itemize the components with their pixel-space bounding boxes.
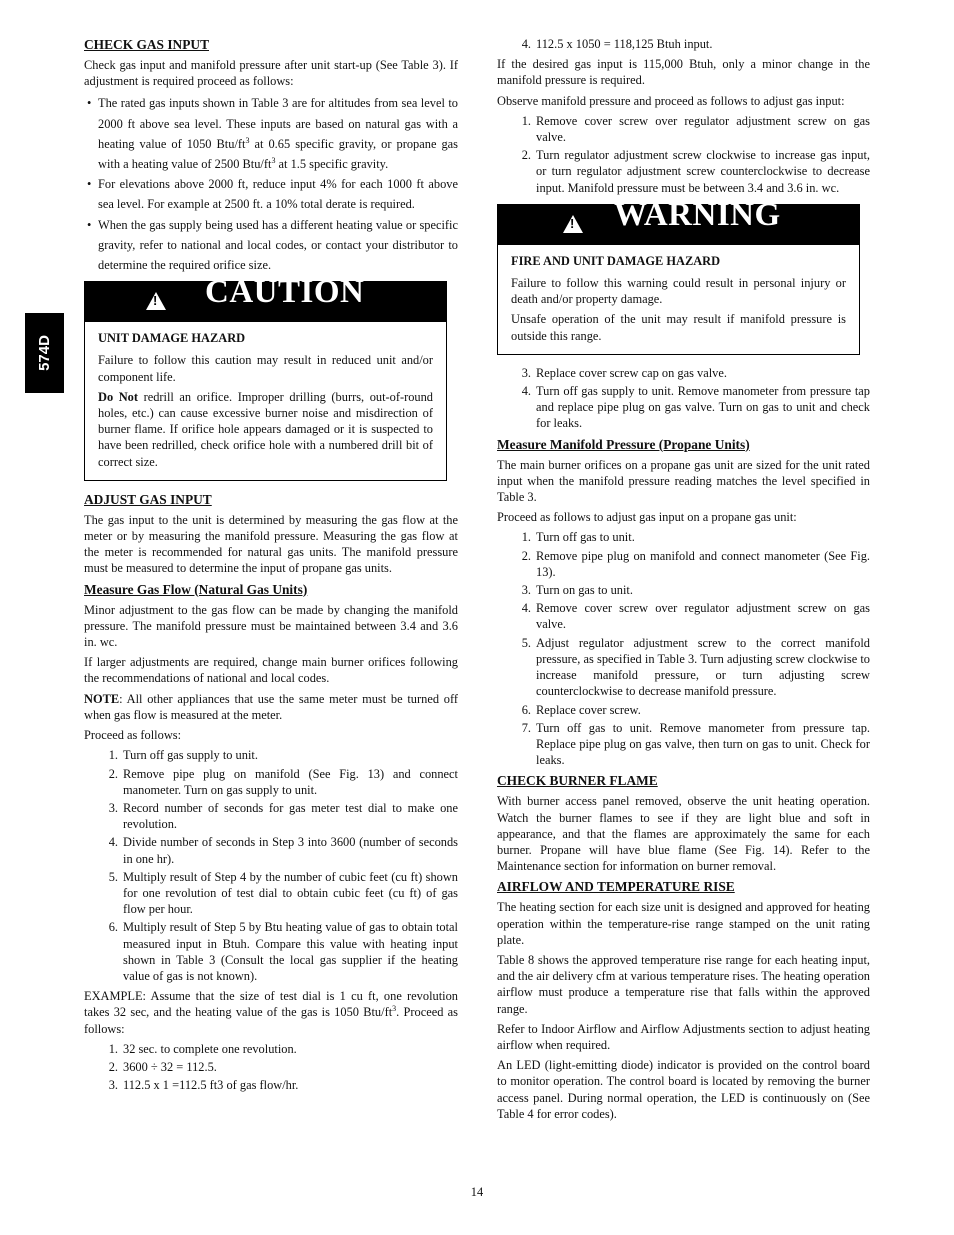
step-number: 2. (108, 1059, 118, 1074)
step-text: Remove cover screw over regulator adjustment screw on gas valve. (536, 113, 870, 145)
step-text: Record number of seconds for gas meter test dial to make one revolution. (123, 800, 458, 832)
step-text: Replace cover screw. (536, 702, 641, 717)
warning-box (497, 196, 860, 355)
step-number: 4. (108, 835, 118, 850)
measure-gas-flow-proceed: Proceed as follows: (84, 728, 182, 743)
step-number: 2. (521, 148, 531, 163)
list-item (84, 747, 458, 763)
propane-p1: The main burner orifices on a propane gas unit are sized for the unit rated input when the manifold pressure reading matches the level specified in Table 3. (497, 457, 870, 505)
list-item (497, 635, 870, 700)
list-item (84, 1077, 458, 1093)
step-number: 1. (521, 113, 531, 128)
step-number: 5. (108, 869, 118, 884)
check-gas-input-bullets (84, 93, 458, 275)
step-number: 3. (108, 800, 118, 815)
bullet-elevation: • For elevations above 2000 ft, reduce input 4% for each 1000 ft above sea level. For example at 2500 ft. a 10% total derate is required. (84, 174, 458, 214)
step-number: 1. (108, 748, 118, 763)
list-item (497, 548, 870, 580)
list-item (497, 582, 870, 598)
bullet-rated-inputs: • The rated gas inputs shown in Table 3 are for altitudes from sea level to 2000 ft above sea level. These inputs are based on natural gas with a heating value of 1050 Btu/$ft^3$ at 0.65 specific gravity, or propane gas with a heating value of 2500 Btu/$ft^3$ at 1.5 specific gravity. (84, 93, 458, 174)
step-text: Remove cover screw over regulator adjustment screw on gas valve. (536, 601, 870, 632)
airflow-p3: Refer to Indoor Airflow and Airflow Adjustments section to adjust heating airflow when required. (497, 1021, 870, 1052)
step-text: Turn off gas to unit. Remove manometer from pressure tap. Replace pipe plug on gas valve, then turn on gas to unit. Check for leaks. (536, 720, 870, 768)
propane-heading: Measure Manifold Pressure (Propane Units) (497, 436, 750, 452)
warning-banner (498, 196, 859, 245)
step-text: 32 sec. to complete one revolution. (123, 1041, 297, 1056)
warning-p1: Failure to follow this warning could result in personal injury or death and/or property damage. (511, 276, 846, 307)
step-number: 7. (521, 720, 531, 735)
step-text: Adjust regulator adjustment screw to the correct manifold pressure, as specified in Table 3. Turn adjusting screw clockwise to increase manifold pressure, or turn adjusting screw counterclockwise to decrease manifold pressure. (536, 635, 870, 699)
list-item (497, 720, 870, 769)
list-item: 4. 112.5 x 1050 = 118,125 Btuh input. (521, 37, 713, 51)
step-text: Replace cover screw cap on gas valve. (536, 365, 727, 380)
adjust-gas-input-heading: ADJUST GAS INPUT (84, 491, 212, 507)
measure-gas-flow-p2: If larger adjustments are required, change main burner orifices following the recommendations of national and local codes. (84, 655, 458, 686)
list-item (497, 147, 870, 196)
burner-flame-p1: With burner access panel removed, observe the unit heating operation. Watch the burner flames to see if they are light blue and soft in appearance, and that the flames are approximately the same for each burner. Propane will have blue flame (See Fig. 14). Refer to the Maintenance section for information on burner removal. (497, 794, 870, 874)
check-gas-input-heading: CHECK GAS INPUT (84, 37, 209, 52)
step-text: 112.5 x 1 =112.5 ft3 of gas flow/hr. (123, 1078, 299, 1093)
list-item (497, 600, 870, 632)
model-side-tab (25, 313, 64, 393)
step-text: Multiply result of Step 5 by Btu heating value of gas to obtain total measured input in Btuh. Compare this value with heating input shown in Table 3 (Consult the local gas supplier if the heating value of gas is not known). (123, 920, 458, 983)
airflow-p2: Table 8 shows the approved temperature rise range for each heating input, and the air delivery cfm at various temperature rises. The heating operation airflow must produce a temperature rise that falls within the approved range. (497, 952, 870, 1016)
warning-triangle-icon (563, 215, 583, 233)
step-text: Turn off gas to unit. (536, 530, 635, 545)
list-item (497, 113, 870, 145)
measure-gas-flow-heading: Measure Gas Flow (Natural Gas Units) (84, 581, 308, 597)
step-number: 4. (521, 601, 531, 616)
step-text: Remove pipe plug on manifold and connect manometer (See Fig. 13). (536, 548, 870, 579)
caution-banner (85, 274, 446, 322)
gas-flow-steps (84, 747, 458, 984)
page-number: 14 (470, 1185, 484, 1199)
side-tab-label: 574D (35, 335, 53, 371)
step-text: Turn off gas supply to unit. Remove manometer from pressure tap and replace pipe plug on gas valve. Turn on gas to unit and check for leaks. (536, 384, 870, 431)
propane-p2: Proceed as follows to adjust gas input on a propane gas unit: (497, 510, 797, 525)
adjust-gas-input-p1: The gas input to the unit is determined by measuring the gas flow at the meter or by measuring the manifold pressure. Measuring the gas flow at the meter is recommended for natural gas units. The manifold pressure must be measured to determine the input of propane gas units. (84, 512, 458, 576)
step-number: 3. (521, 583, 531, 598)
warning-word: WARNING (614, 196, 781, 233)
example-steps (84, 1041, 458, 1094)
adjust-steps-1 (497, 113, 870, 196)
caution-box (84, 274, 447, 481)
measure-gas-flow-p1: Minor adjustment to the gas flow can be made by changing the manifold pressure. The manifold pressure must be maintained between 3.4 and 3.6 in. wc. (84, 602, 458, 650)
list-item (84, 766, 458, 798)
caution-p1: Failure to follow this caution may result in reduced unit and/or component life. (98, 353, 433, 384)
measure-gas-flow-note: NOTE: All other appliances that use the same meter must be turned off when gas flow is measured at the meter. (84, 691, 458, 722)
list-item (84, 800, 458, 832)
list-item (497, 365, 870, 381)
list-item (84, 869, 458, 918)
list-item (497, 529, 870, 545)
propane-steps (497, 529, 870, 768)
step-number: 1. (521, 530, 531, 545)
list-item (84, 1059, 458, 1075)
step-text: Turn regulator adjustment screw clockwise to increase gas input, or turn regulator adjustment screw counterclockwise to decrease input. Manifold pressure must be between 3.4 and 3.6 in. wc. (536, 148, 870, 195)
step-number: 2. (108, 766, 118, 781)
list-item (84, 834, 458, 866)
step-number: 3. (521, 365, 531, 380)
airflow-heading: AIRFLOW AND TEMPERATURE RISE (497, 879, 735, 895)
adjust-steps-2 (497, 365, 870, 432)
step-text: 3600 ÷ 32 = 112.5. (123, 1059, 217, 1074)
caution-title: UNIT DAMAGE HAZARD (98, 331, 246, 346)
burner-flame-heading: CHECK BURNER FLAME (497, 773, 658, 789)
step-number: 5. (521, 635, 531, 650)
list-item (497, 702, 870, 718)
warning-p2: Unsafe operation of the unit may result if manifold pressure is outside this range. (511, 312, 846, 343)
right-column (497, 36, 870, 1126)
bullet-heating-value: • When the gas supply being used has a different heating value or specific gravity, refer to national and local codes, or contact your distributor to determine the required orifice size. (84, 215, 458, 276)
step-number: 2. (521, 548, 531, 563)
check-gas-input-intro: Check gas input and manifold pressure after unit start-up (See Table 3). If adjustment is required proceed as follows: (84, 58, 458, 89)
example-step-4 (497, 36, 870, 52)
step-number: 6. (521, 702, 531, 717)
warning-title: FIRE AND UNIT DAMAGE HAZARD (511, 253, 721, 268)
airflow-p1: The heating section for each size unit is designed and approved for heating operation within the temperature-rise range stamped on the unit rating plate. (497, 900, 870, 947)
gas-flow-example: EXAMPLE: Assume that the size of test dial is 1 cu ft, one revolution takes 32 sec, and the heating value of the gas is 1050 Btu/$ft^3$. Proceed as follows: (84, 989, 458, 1036)
step-text: Multiply result of Step 4 by the number of cubic feet (cu ft) shown for one revolution of test dial to obtain cubic feet (cu ft) of gas flow per hour. (123, 869, 458, 917)
caution-word: CAUTION (205, 274, 365, 311)
desired-input-paragraph: If the desired gas input is 115,000 Btuh, only a minor change in the manifold pressure is required. (497, 57, 870, 88)
list-item (84, 1041, 458, 1057)
left-column (84, 36, 458, 1097)
caution-p2: Do Not redrill an orifice. Improper drilling (burrs, out-of-round holes, etc.) can cause excessive burner noise and misdirection of burner flame. If orifice hole appears damaged or it is suspected to have been redrilled, check orifice hole with a numbered drill bit of correct size. (98, 389, 434, 469)
step-number: 4. (521, 384, 531, 399)
warning-triangle-icon (146, 292, 166, 310)
list-item (84, 919, 458, 984)
airflow-p4: An LED (light-emitting diode) indicator is provided on the control board to monitor operation. The control board is located by removing the burner access panel. During normal operation, the LED is continuously on (See Table 4 for error codes). (497, 1058, 870, 1121)
step-text: Turn off gas supply to unit. (123, 748, 258, 763)
step-text: Turn on gas to unit. (536, 583, 633, 598)
step-number: 1. (108, 1041, 118, 1056)
observe-pressure-paragraph: Observe manifold pressure and proceed as follows to adjust gas input: (497, 93, 845, 108)
list-item (497, 383, 870, 432)
step-number: 6. (108, 920, 118, 935)
step-number: 3. (108, 1078, 118, 1093)
step-text: Divide number of seconds in Step 3 into 3600 (number of seconds in one hr). (123, 835, 458, 866)
step-text: Remove pipe plug on manifold (See Fig. 13) and connect manometer. Turn on gas supply to unit. (123, 766, 458, 797)
